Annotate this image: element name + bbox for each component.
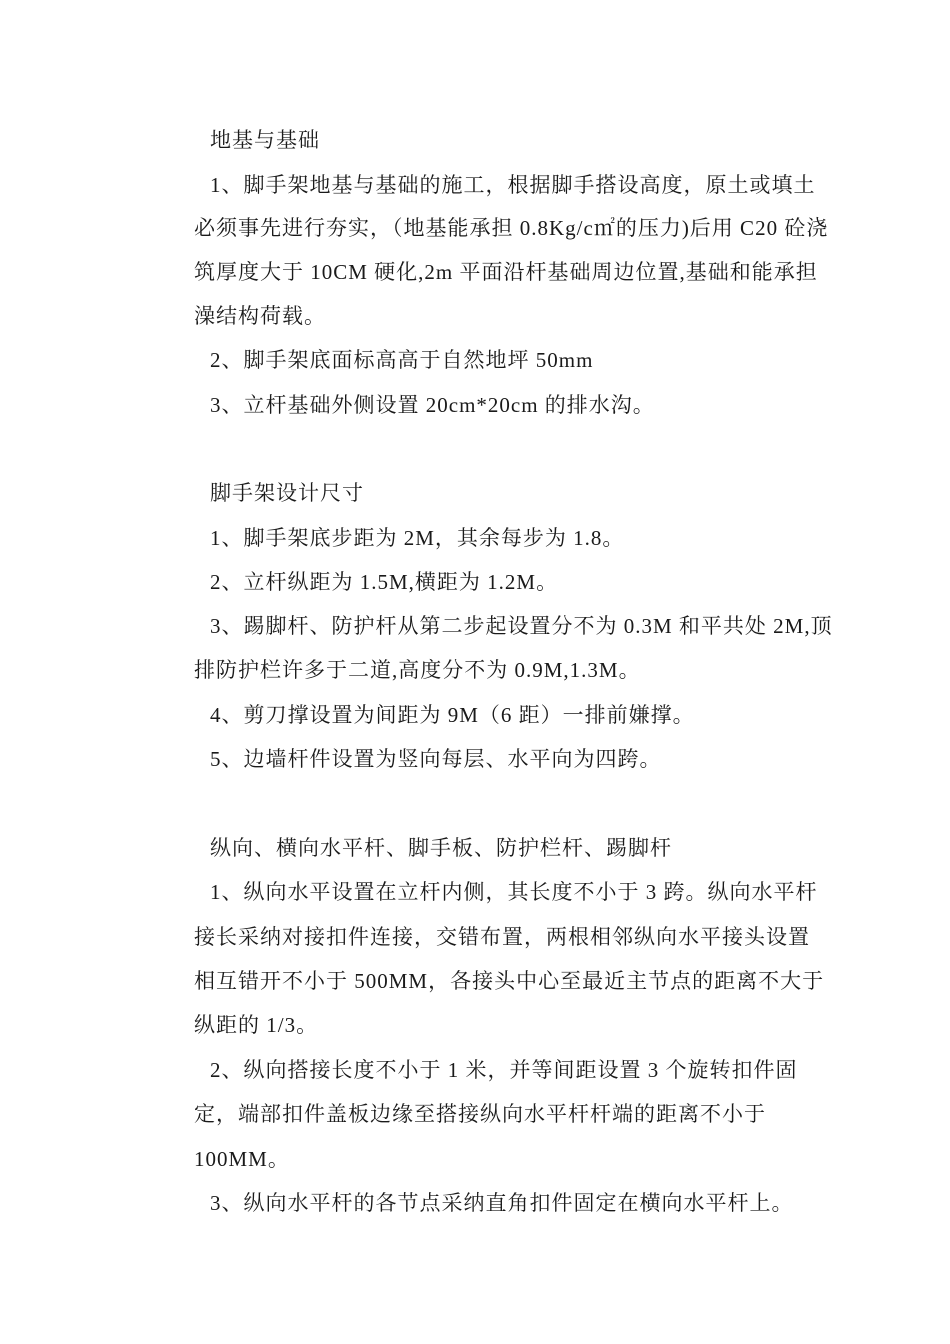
paragraph-line: 相互错开不小于 500MM，各接头中心至最近主节点的距离不大于: [194, 969, 825, 993]
paragraph-line: 1、纵向水平设置在立杆内侧，其长度不小于 3 跨。纵向水平杆: [210, 880, 818, 904]
paragraph-line: 排防护栏许多于二道,高度分不为 0.9M,1.3M。: [194, 658, 641, 682]
paragraph-line: 1、脚手架底步距为 2M，其余每步为 1.8。: [210, 526, 625, 550]
paragraph-line: 2、纵向搭接长度不小于 1 米，并等间距设置 3 个旋转扣件固: [210, 1058, 798, 1082]
paragraph-line: 2、脚手架底面标高高于自然地坪 50mm: [210, 348, 594, 372]
section-heading: 纵向、横向水平杆、脚手板、防护栏杆、踢脚杆: [210, 836, 672, 860]
paragraph-line: 2、立杆纵距为 1.5M,横距为 1.2M。: [210, 570, 559, 594]
paragraph-line: 3、立杆基础外侧设置 20cm*20cm 的排水沟。: [210, 393, 655, 417]
paragraph-line: 接长采纳对接扣件连接，交错布置，两根相邻纵向水平接头设置: [194, 925, 810, 949]
paragraph-line: 5、边墙杆件设置为竖向每层、水平向为四跨。: [210, 747, 662, 771]
paragraph-line: 1、脚手架地基与基础的施工，根据脚手搭设高度，原土或填土: [210, 173, 816, 197]
paragraph-line: 必须事先进行夯实，（地基能承担 0.8Kg/c㎡的压力)后用 C20 砼浇: [194, 216, 829, 240]
paragraph-line: 纵距的 1/3。: [194, 1013, 319, 1037]
section-heading: 脚手架设计尺寸: [210, 481, 364, 505]
paragraph-line: 澡结构荷载。: [194, 304, 326, 328]
paragraph-line: 100MM。: [194, 1147, 290, 1171]
paragraph-line: 4、剪刀撑设置为间距为 9M（6 距）一排前嫌撑。: [210, 703, 695, 727]
paragraph-line: 筑厚度大于 10CM 硬化,2m 平面沿杆基础周边位置,基础和能承担: [194, 260, 818, 284]
paragraph-line: 定，端部扣件盖板边缘至搭接纵向水平杆杆端的距离不小于: [194, 1102, 766, 1126]
paragraph-line: 3、纵向水平杆的各节点采纳直角扣件固定在横向水平杆上。: [210, 1191, 794, 1215]
paragraph-line: 3、踢脚杆、防护杆从第二步起设置分不为 0.3M 和平共处 2M,顶: [210, 614, 833, 638]
section-heading: 地基与基础: [210, 128, 320, 152]
